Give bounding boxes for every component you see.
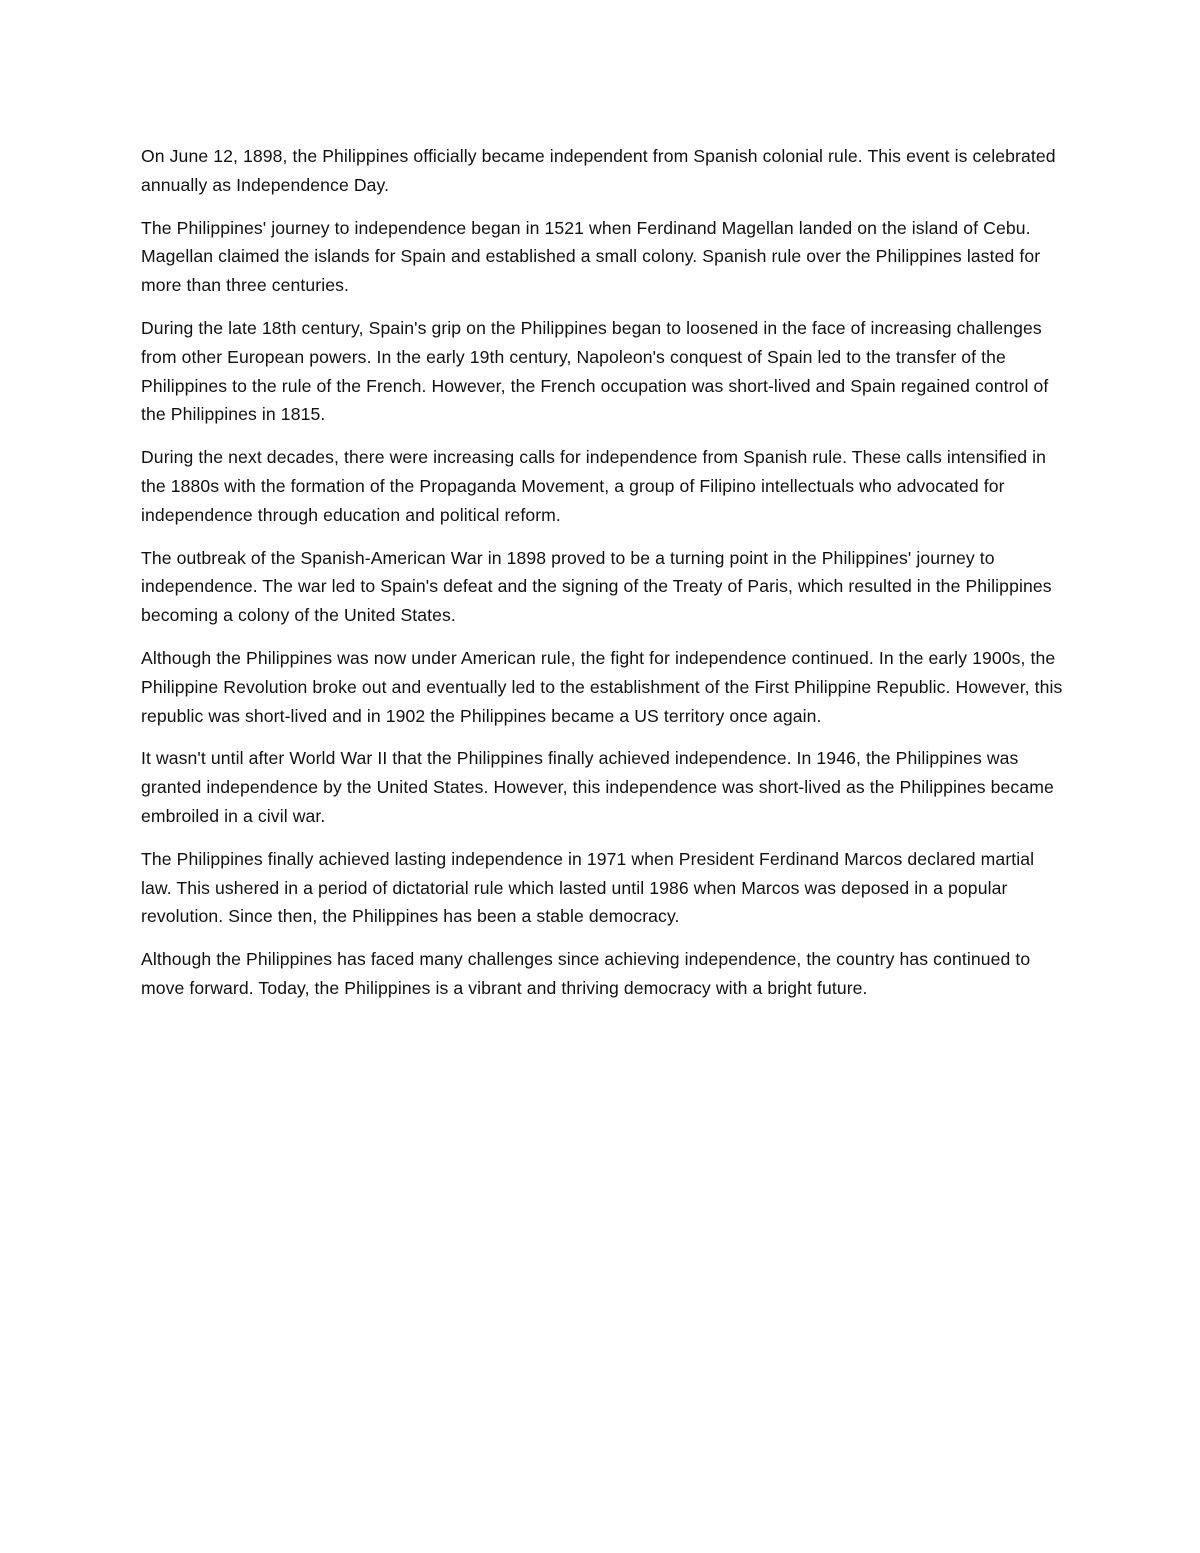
paragraph: During the next decades, there were increasing calls for independence from Spanish rule. These calls intensified in the 1880s with the formation of the Propaganda Movement, a group of Filipino intellectuals who advocated for independence through education and political reform. [141,447,1047,525]
paragraph: Although the Philippines has faced many challenges since achieving independence, the country has continued to move forward. Today, the Philippines is a vibrant and thriving democracy with a bright future. [141,949,1031,998]
paragraph: The outbreak of the Spanish-American War in 1898 proved to be a turning point in the Philippines' journey to independence. The war led to Spain's defeat and the signing of the Treaty of Paris, which resulted in the Philippines becoming a colony of the United States. [141,547,1052,626]
document-body [141,142,1066,1017]
paragraph: On June 12, 1898, the Philippines officially became independent from Spanish colonial rule. This event is celebrated annually as Independence Day. [141,146,1056,195]
paragraph: The Philippines finally achieved lasting independence in 1971 when President Ferdinand Marcos declared martial law. This ushered in a period of dictatorial rule which lasted until 1986 when Marcos was deposed in a popular revolution. Since then, the Philippines has been a stable democracy. [141,848,1035,927]
paragraph: During the late 18th century, Spain's grip on the Philippines began to loosened in the face of increasing challenges from other European powers. In the early 19th century, Napoleon's conquest of Spain led to the transfer of the Philippines to the rule of the French. However, the French occupation was short-lived and Spain regained control of the Philippines in 1815. [141,317,1049,425]
paragraph: Although the Philippines was now under American rule, the fight for independence continued. In the early 1900s, the Philippine Revolution broke out and eventually led to the establishment of the First Philippine Republic. However, this republic was short-lived and in 1902 the Philippines became a US territory once again. [141,647,1063,726]
paragraph: It wasn't until after World War II that the Philippines finally achieved independence. In 1946, the Philippines was granted independence by the United States. However, this independence was short-lived as the Philippines became embroiled in a civil war. [141,748,1054,826]
paragraph: The Philippines' journey to independence began in 1521 when Ferdinand Magellan landed on the island of Cebu. Magellan claimed the islands for Spain and established a small colony. Spanish rule over the Philippines lasted for more than three centuries. [141,217,1041,296]
